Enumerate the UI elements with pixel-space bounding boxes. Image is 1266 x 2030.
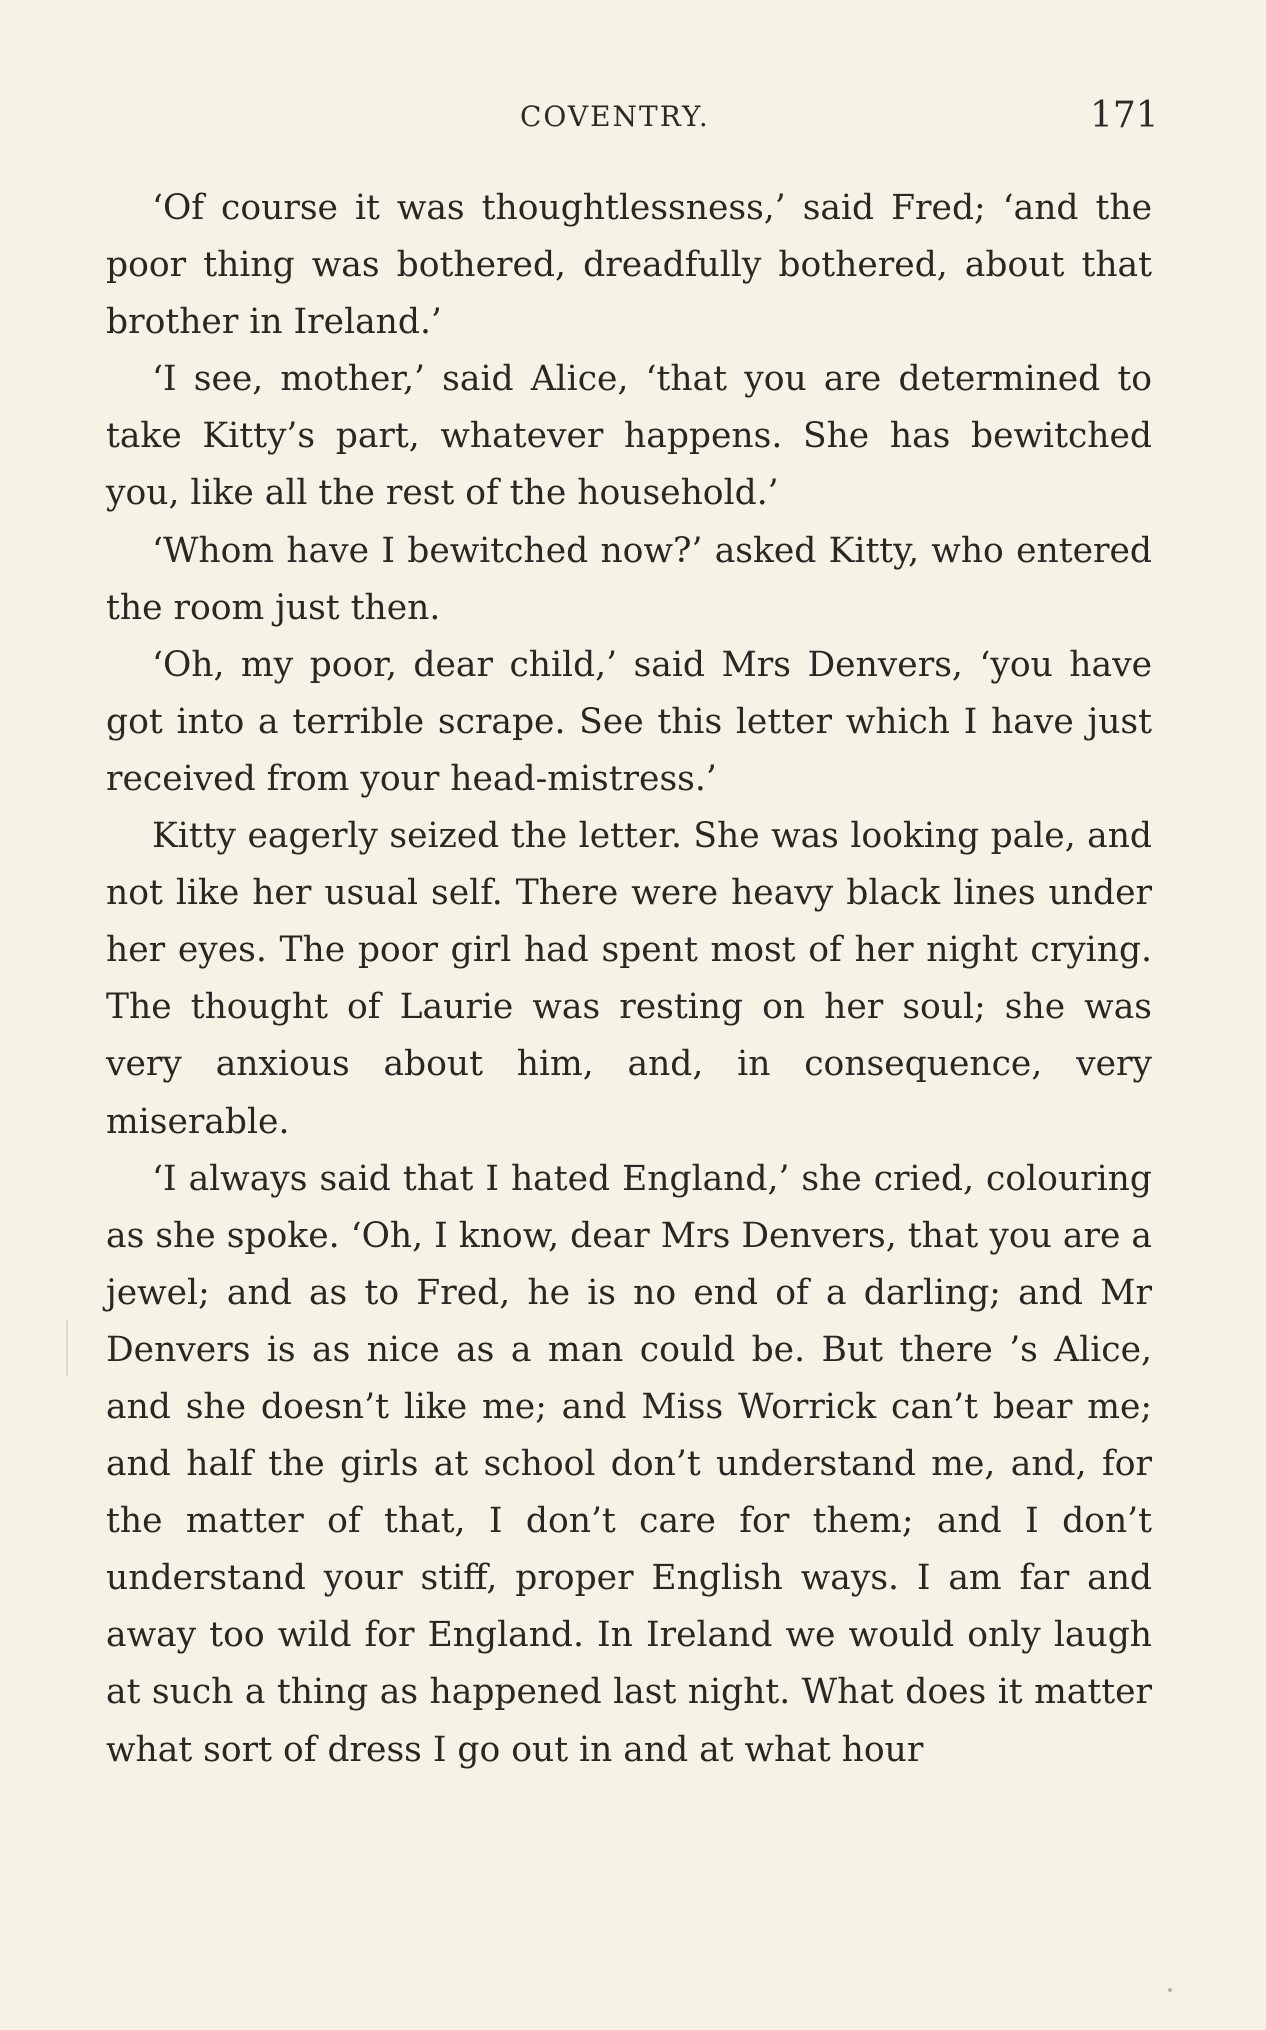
paper-speck [1168, 1988, 1172, 1992]
margin-mark [66, 1320, 68, 1376]
page-number: 171 [1090, 95, 1159, 136]
paragraph: ‘I see, mother,’ said Alice, ‘that you are determined to take Kitty’s part, whatever happens. She has bewitched you, like all the rest of the household.’ [106, 359, 1152, 514]
paragraph: Kitty eagerly seized the letter. She was looking pale, and not like her usual self. There were heavy black lines under her eyes. The poor girl had spent most of her night crying. The thought of Laurie was resting on her soul; she was very anxious about him, and, in consequence, very miserable. [106, 816, 1152, 1142]
paragraph: ‘Oh, my poor, dear child,’ said Mrs Denvers, ‘you have got into a terrible scrape. See this letter which I have just received from your head-mistress.’ [106, 644, 1152, 799]
body-text [106, 180, 1152, 1779]
running-title: COVENTRY. [520, 100, 710, 133]
paragraph: ‘Of course it was thoughtlessness,’ said Fred; ‘and the poor thing was bothered, dreadfully bothered, about that brother in Ireland.’ [106, 188, 1152, 343]
paragraph: ‘I always said that I hated England,’ she cried, colouring as she spoke. ‘Oh, I know, dear Mrs Denvers, that you are a jewel; and as to Fred, he is no end of a darling; and Mr Denvers is as nice as a man could be. But there ’s Alice, and she doesn’t like me; and Miss Worrick can’t bear me; and half the girls at school don’t understand me, and, for the matter of that, I don’t care for them; and I don’t understand your stiff, proper English ways. I am far and away too wild for England. In Ireland we would only laugh at such a thing as happened last night. What does it matter what sort of dress I go out in and at what hour [106, 1158, 1152, 1770]
paragraph: ‘Whom have I bewitched now?’ asked Kitty, who entered the room just then. [106, 530, 1152, 628]
